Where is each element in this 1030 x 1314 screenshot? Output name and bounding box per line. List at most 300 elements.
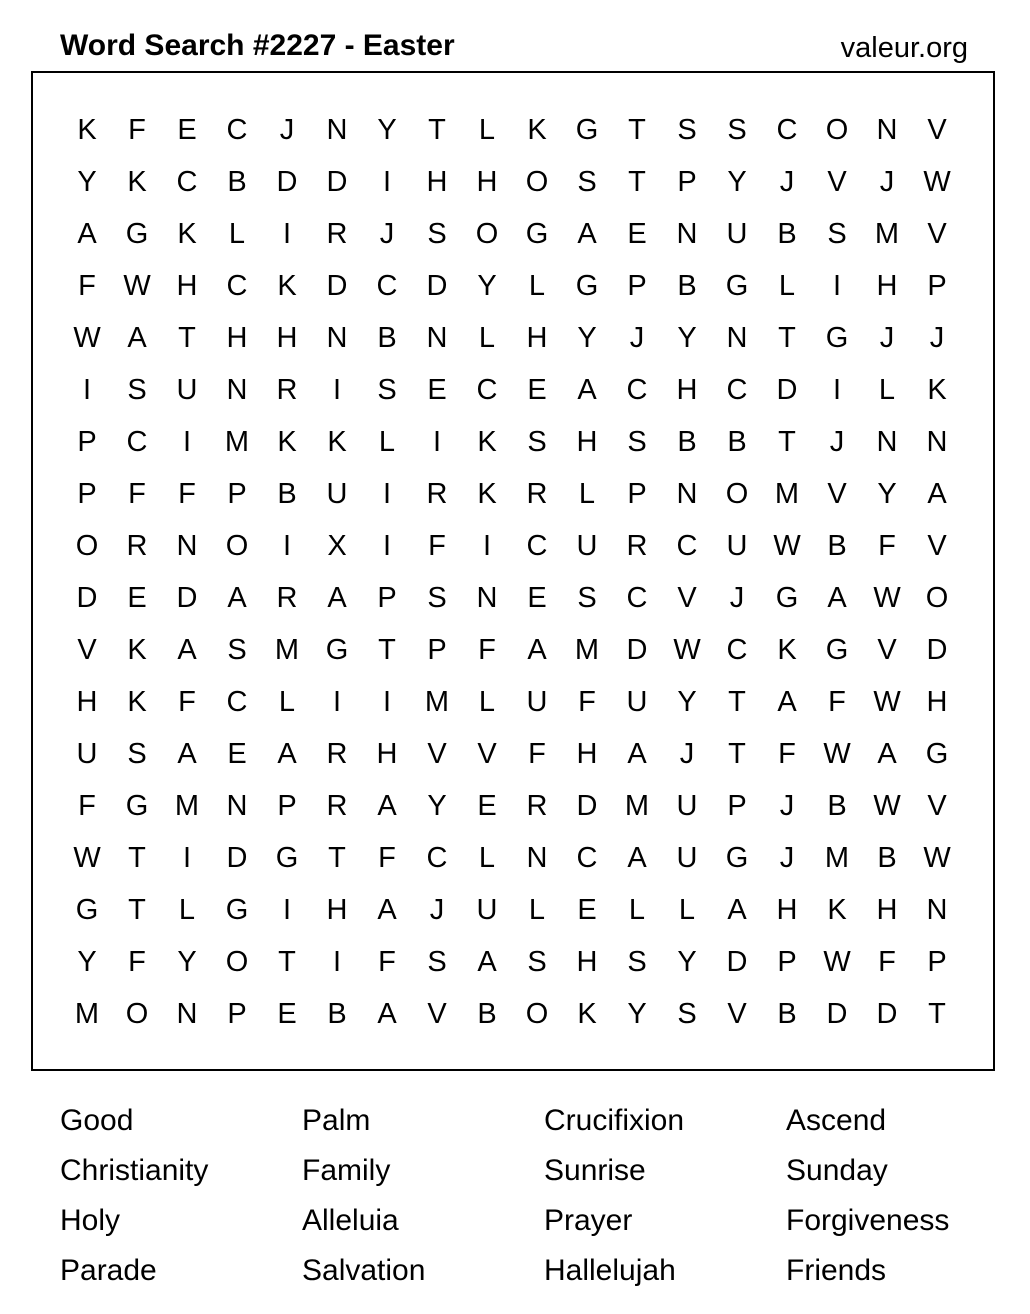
- grid-letter[interactable]: D: [176, 582, 198, 614]
- grid-letter[interactable]: U: [176, 374, 198, 406]
- grid-letter[interactable]: P: [77, 426, 97, 458]
- grid-letter[interactable]: N: [926, 894, 948, 926]
- grid-letter[interactable]: H: [776, 894, 798, 926]
- grid-letter[interactable]: V: [827, 478, 847, 510]
- grid-letter[interactable]: L: [578, 478, 596, 510]
- grid-letter[interactable]: I: [332, 946, 342, 978]
- grid-letter[interactable]: C: [626, 582, 648, 614]
- grid-letter[interactable]: Y: [677, 946, 697, 978]
- grid-letter[interactable]: V: [427, 738, 447, 770]
- grid-letter[interactable]: P: [427, 634, 447, 666]
- grid-letter[interactable]: H: [926, 686, 948, 718]
- grid-letter[interactable]: P: [227, 998, 247, 1030]
- grid-letter[interactable]: X: [327, 530, 347, 562]
- grid-letter[interactable]: M: [774, 478, 800, 510]
- grid-letter[interactable]: N: [526, 842, 548, 874]
- grid-letter[interactable]: C: [526, 530, 548, 562]
- grid-letter[interactable]: G: [125, 218, 149, 250]
- grid-letter[interactable]: O: [475, 218, 499, 250]
- grid-letter[interactable]: T: [728, 738, 746, 770]
- grid-letter[interactable]: F: [128, 946, 146, 978]
- grid-letter[interactable]: O: [725, 478, 749, 510]
- grid-letter[interactable]: I: [382, 478, 392, 510]
- grid-letter[interactable]: J: [779, 790, 795, 822]
- grid-letter[interactable]: W: [673, 634, 701, 666]
- grid-letter[interactable]: G: [225, 894, 249, 926]
- grid-letter[interactable]: T: [428, 114, 446, 146]
- grid-letter[interactable]: W: [873, 686, 901, 718]
- grid-letter[interactable]: K: [477, 478, 497, 510]
- grid-letter[interactable]: J: [679, 738, 695, 770]
- grid-letter[interactable]: F: [128, 478, 146, 510]
- grid-letter[interactable]: O: [125, 998, 149, 1030]
- grid-letter[interactable]: F: [378, 946, 396, 978]
- grid-letter[interactable]: L: [478, 686, 496, 718]
- grid-letter[interactable]: W: [773, 530, 801, 562]
- grid-letter[interactable]: P: [927, 270, 947, 302]
- grid-letter[interactable]: K: [127, 686, 147, 718]
- grid-letter[interactable]: S: [427, 582, 447, 614]
- grid-letter[interactable]: A: [477, 946, 497, 978]
- grid-letter[interactable]: E: [127, 582, 147, 614]
- grid-letter[interactable]: H: [576, 946, 598, 978]
- grid-letter[interactable]: B: [677, 426, 697, 458]
- grid-letter[interactable]: I: [182, 842, 192, 874]
- grid-letter[interactable]: O: [925, 582, 949, 614]
- grid-letter[interactable]: E: [577, 894, 597, 926]
- grid-letter[interactable]: S: [577, 582, 597, 614]
- grid-letter[interactable]: J: [429, 894, 445, 926]
- grid-letter[interactable]: V: [877, 634, 897, 666]
- grid-letter[interactable]: K: [527, 114, 547, 146]
- grid-letter[interactable]: V: [677, 582, 697, 614]
- grid-letter[interactable]: B: [377, 322, 397, 354]
- grid-letter[interactable]: S: [527, 426, 547, 458]
- grid-letter[interactable]: Y: [77, 166, 97, 198]
- grid-letter[interactable]: T: [128, 894, 146, 926]
- grid-letter[interactable]: P: [627, 478, 647, 510]
- grid-letter[interactable]: O: [525, 166, 549, 198]
- grid-letter[interactable]: N: [326, 114, 348, 146]
- grid-letter[interactable]: R: [526, 478, 548, 510]
- grid-letter[interactable]: R: [326, 738, 348, 770]
- grid-letter[interactable]: W: [73, 322, 101, 354]
- grid-letter[interactable]: F: [378, 842, 396, 874]
- grid-letter[interactable]: L: [528, 894, 546, 926]
- grid-letter[interactable]: I: [332, 686, 342, 718]
- grid-letter[interactable]: S: [827, 218, 847, 250]
- grid-letter[interactable]: Y: [427, 790, 447, 822]
- grid-letter[interactable]: C: [426, 842, 448, 874]
- grid-letter[interactable]: G: [325, 634, 349, 666]
- grid-letter[interactable]: H: [376, 738, 398, 770]
- grid-letter[interactable]: K: [277, 270, 297, 302]
- grid-letter[interactable]: B: [327, 998, 347, 1030]
- grid-letter[interactable]: A: [527, 634, 547, 666]
- grid-letter[interactable]: G: [825, 634, 849, 666]
- grid-letter[interactable]: G: [575, 114, 599, 146]
- grid-letter[interactable]: H: [426, 166, 448, 198]
- grid-letter[interactable]: F: [878, 946, 896, 978]
- grid-letter[interactable]: S: [427, 946, 447, 978]
- grid-letter[interactable]: N: [226, 790, 248, 822]
- grid-letter[interactable]: F: [178, 478, 196, 510]
- grid-letter[interactable]: A: [777, 686, 797, 718]
- grid-letter[interactable]: G: [525, 218, 549, 250]
- grid-letter[interactable]: A: [877, 738, 897, 770]
- grid-letter[interactable]: S: [527, 946, 547, 978]
- grid-letter[interactable]: H: [526, 322, 548, 354]
- grid-letter[interactable]: E: [527, 374, 547, 406]
- grid-letter[interactable]: U: [76, 738, 98, 770]
- grid-letter[interactable]: P: [727, 790, 747, 822]
- grid-letter[interactable]: C: [226, 270, 248, 302]
- grid-letter[interactable]: F: [878, 530, 896, 562]
- grid-letter[interactable]: T: [128, 842, 146, 874]
- grid-letter[interactable]: C: [126, 426, 148, 458]
- grid-letter[interactable]: C: [776, 114, 798, 146]
- grid-letter[interactable]: F: [178, 686, 196, 718]
- grid-letter[interactable]: O: [225, 946, 249, 978]
- grid-letter[interactable]: Y: [677, 322, 697, 354]
- grid-letter[interactable]: Y: [77, 946, 97, 978]
- grid-letter[interactable]: K: [827, 894, 847, 926]
- grid-letter[interactable]: C: [726, 374, 748, 406]
- grid-letter[interactable]: I: [832, 374, 842, 406]
- grid-letter[interactable]: K: [477, 426, 497, 458]
- grid-letter[interactable]: U: [676, 842, 698, 874]
- grid-letter[interactable]: A: [127, 322, 147, 354]
- grid-letter[interactable]: Y: [677, 686, 697, 718]
- grid-letter[interactable]: D: [426, 270, 448, 302]
- grid-letter[interactable]: W: [73, 842, 101, 874]
- grid-letter[interactable]: N: [876, 114, 898, 146]
- grid-letter[interactable]: T: [928, 998, 946, 1030]
- grid-letter[interactable]: U: [626, 686, 648, 718]
- grid-letter[interactable]: P: [627, 270, 647, 302]
- grid-letter[interactable]: K: [127, 166, 147, 198]
- grid-letter[interactable]: B: [827, 530, 847, 562]
- grid-letter[interactable]: G: [725, 842, 749, 874]
- grid-letter[interactable]: W: [873, 582, 901, 614]
- grid-letter[interactable]: A: [577, 374, 597, 406]
- grid-letter[interactable]: I: [482, 530, 492, 562]
- grid-letter[interactable]: N: [176, 998, 198, 1030]
- grid-letter[interactable]: N: [926, 426, 948, 458]
- grid-letter[interactable]: A: [177, 738, 197, 770]
- grid-letter[interactable]: A: [827, 582, 847, 614]
- grid-letter[interactable]: C: [376, 270, 398, 302]
- grid-letter[interactable]: K: [577, 998, 597, 1030]
- grid-letter[interactable]: H: [476, 166, 498, 198]
- grid-letter[interactable]: N: [176, 530, 198, 562]
- grid-letter[interactable]: M: [224, 426, 250, 458]
- grid-letter[interactable]: F: [578, 686, 596, 718]
- grid-letter[interactable]: F: [478, 634, 496, 666]
- grid-letter[interactable]: H: [576, 426, 598, 458]
- grid-letter[interactable]: W: [923, 166, 951, 198]
- grid-letter[interactable]: I: [832, 270, 842, 302]
- grid-letter[interactable]: B: [277, 478, 297, 510]
- grid-letter[interactable]: U: [726, 530, 748, 562]
- grid-letter[interactable]: W: [823, 946, 851, 978]
- grid-letter[interactable]: A: [277, 738, 297, 770]
- grid-letter[interactable]: N: [876, 426, 898, 458]
- grid-letter[interactable]: V: [77, 634, 97, 666]
- grid-letter[interactable]: J: [879, 166, 895, 198]
- grid-letter[interactable]: I: [82, 374, 92, 406]
- grid-letter[interactable]: V: [927, 530, 947, 562]
- grid-letter[interactable]: P: [777, 946, 797, 978]
- grid-letter[interactable]: E: [227, 738, 247, 770]
- grid-letter[interactable]: C: [226, 686, 248, 718]
- grid-letter[interactable]: B: [827, 790, 847, 822]
- grid-letter[interactable]: J: [629, 322, 645, 354]
- grid-letter[interactable]: T: [728, 686, 746, 718]
- grid-letter[interactable]: D: [726, 946, 748, 978]
- grid-letter[interactable]: D: [626, 634, 648, 666]
- grid-letter[interactable]: B: [677, 270, 697, 302]
- grid-letter[interactable]: F: [78, 790, 96, 822]
- grid-letter[interactable]: L: [278, 686, 296, 718]
- grid-letter[interactable]: D: [876, 998, 898, 1030]
- grid-letter[interactable]: S: [627, 946, 647, 978]
- grid-letter[interactable]: Y: [177, 946, 197, 978]
- grid-letter[interactable]: B: [227, 166, 247, 198]
- grid-letter[interactable]: B: [777, 998, 797, 1030]
- grid-letter[interactable]: R: [326, 790, 348, 822]
- grid-letter[interactable]: W: [123, 270, 151, 302]
- grid-letter[interactable]: A: [327, 582, 347, 614]
- grid-letter[interactable]: J: [779, 166, 795, 198]
- grid-letter[interactable]: K: [277, 426, 297, 458]
- grid-letter[interactable]: F: [528, 738, 546, 770]
- grid-letter[interactable]: L: [528, 270, 546, 302]
- grid-letter[interactable]: J: [829, 426, 845, 458]
- grid-letter[interactable]: D: [926, 634, 948, 666]
- grid-letter[interactable]: S: [127, 374, 147, 406]
- grid-letter[interactable]: V: [927, 790, 947, 822]
- grid-letter[interactable]: S: [627, 426, 647, 458]
- grid-letter[interactable]: G: [825, 322, 849, 354]
- grid-letter[interactable]: H: [226, 322, 248, 354]
- grid-letter[interactable]: M: [174, 790, 200, 822]
- grid-letter[interactable]: W: [923, 842, 951, 874]
- grid-letter[interactable]: W: [873, 790, 901, 822]
- grid-letter[interactable]: W: [823, 738, 851, 770]
- grid-letter[interactable]: Y: [877, 478, 897, 510]
- grid-letter[interactable]: L: [478, 842, 496, 874]
- grid-letter[interactable]: H: [576, 738, 598, 770]
- grid-letter[interactable]: N: [726, 322, 748, 354]
- grid-letter[interactable]: G: [725, 270, 749, 302]
- grid-letter[interactable]: F: [778, 738, 796, 770]
- grid-letter[interactable]: G: [575, 270, 599, 302]
- grid-letter[interactable]: I: [382, 530, 392, 562]
- grid-letter[interactable]: L: [878, 374, 896, 406]
- grid-letter[interactable]: D: [776, 374, 798, 406]
- grid-letter[interactable]: V: [927, 218, 947, 250]
- grid-letter[interactable]: M: [274, 634, 300, 666]
- grid-letter[interactable]: S: [677, 998, 697, 1030]
- grid-letter[interactable]: B: [477, 998, 497, 1030]
- grid-letter[interactable]: I: [282, 894, 292, 926]
- grid-letter[interactable]: S: [677, 114, 697, 146]
- grid-letter[interactable]: S: [427, 218, 447, 250]
- grid-letter[interactable]: G: [275, 842, 299, 874]
- grid-letter[interactable]: A: [227, 582, 247, 614]
- grid-letter[interactable]: K: [77, 114, 97, 146]
- grid-letter[interactable]: T: [278, 946, 296, 978]
- grid-letter[interactable]: P: [277, 790, 297, 822]
- grid-letter[interactable]: M: [624, 790, 650, 822]
- grid-letter[interactable]: M: [824, 842, 850, 874]
- grid-letter[interactable]: F: [78, 270, 96, 302]
- grid-letter[interactable]: K: [127, 634, 147, 666]
- grid-letter[interactable]: A: [627, 842, 647, 874]
- grid-letter[interactable]: L: [228, 218, 246, 250]
- grid-letter[interactable]: V: [727, 998, 747, 1030]
- grid-letter[interactable]: L: [378, 426, 396, 458]
- grid-letter[interactable]: C: [726, 634, 748, 666]
- grid-letter[interactable]: J: [879, 322, 895, 354]
- grid-letter[interactable]: Y: [727, 166, 747, 198]
- grid-letter[interactable]: J: [779, 842, 795, 874]
- grid-letter[interactable]: B: [777, 218, 797, 250]
- grid-letter[interactable]: M: [424, 686, 450, 718]
- grid-letter[interactable]: V: [477, 738, 497, 770]
- grid-letter[interactable]: I: [432, 426, 442, 458]
- grid-letter[interactable]: A: [177, 634, 197, 666]
- grid-letter[interactable]: U: [326, 478, 348, 510]
- grid-letter[interactable]: R: [626, 530, 648, 562]
- grid-letter[interactable]: J: [729, 582, 745, 614]
- grid-letter[interactable]: A: [77, 218, 97, 250]
- grid-letter[interactable]: M: [574, 634, 600, 666]
- grid-letter[interactable]: M: [874, 218, 900, 250]
- grid-letter[interactable]: H: [276, 322, 298, 354]
- grid-letter[interactable]: I: [182, 426, 192, 458]
- grid-letter[interactable]: A: [727, 894, 747, 926]
- grid-letter[interactable]: T: [178, 322, 196, 354]
- grid-letter[interactable]: P: [77, 478, 97, 510]
- grid-letter[interactable]: L: [678, 894, 696, 926]
- grid-letter[interactable]: E: [527, 582, 547, 614]
- grid-letter[interactable]: U: [476, 894, 498, 926]
- grid-letter[interactable]: N: [676, 218, 698, 250]
- grid-letter[interactable]: A: [627, 738, 647, 770]
- grid-letter[interactable]: J: [379, 218, 395, 250]
- site-link[interactable]: valeur.org: [840, 32, 968, 64]
- grid-letter[interactable]: L: [628, 894, 646, 926]
- grid-letter[interactable]: Y: [477, 270, 497, 302]
- grid-letter[interactable]: I: [382, 166, 392, 198]
- grid-letter[interactable]: P: [677, 166, 697, 198]
- grid-letter[interactable]: C: [626, 374, 648, 406]
- grid-letter[interactable]: H: [876, 894, 898, 926]
- grid-letter[interactable]: S: [577, 166, 597, 198]
- grid-letter[interactable]: C: [576, 842, 598, 874]
- grid-letter[interactable]: N: [476, 582, 498, 614]
- grid-letter[interactable]: Y: [377, 114, 397, 146]
- grid-letter[interactable]: C: [676, 530, 698, 562]
- grid-letter[interactable]: D: [76, 582, 98, 614]
- grid-letter[interactable]: R: [426, 478, 448, 510]
- grid-letter[interactable]: C: [476, 374, 498, 406]
- grid-letter[interactable]: K: [927, 374, 947, 406]
- grid-letter[interactable]: O: [75, 530, 99, 562]
- grid-letter[interactable]: P: [227, 478, 247, 510]
- grid-letter[interactable]: F: [428, 530, 446, 562]
- grid-letter[interactable]: F: [128, 114, 146, 146]
- grid-letter[interactable]: E: [627, 218, 647, 250]
- grid-letter[interactable]: D: [276, 166, 298, 198]
- grid-letter[interactable]: R: [526, 790, 548, 822]
- grid-letter[interactable]: L: [478, 322, 496, 354]
- grid-letter[interactable]: Y: [577, 322, 597, 354]
- grid-letter[interactable]: S: [377, 374, 397, 406]
- grid-letter[interactable]: S: [227, 634, 247, 666]
- grid-letter[interactable]: I: [332, 374, 342, 406]
- grid-letter[interactable]: O: [525, 998, 549, 1030]
- grid-letter[interactable]: G: [75, 894, 99, 926]
- grid-letter[interactable]: T: [328, 842, 346, 874]
- grid-letter[interactable]: A: [927, 478, 947, 510]
- grid-letter[interactable]: K: [777, 634, 797, 666]
- grid-letter[interactable]: V: [927, 114, 947, 146]
- grid-letter[interactable]: N: [326, 322, 348, 354]
- grid-letter[interactable]: R: [326, 218, 348, 250]
- grid-letter[interactable]: R: [126, 530, 148, 562]
- grid-letter[interactable]: A: [377, 998, 397, 1030]
- grid-letter[interactable]: D: [576, 790, 598, 822]
- grid-letter[interactable]: M: [74, 998, 100, 1030]
- grid-letter[interactable]: C: [176, 166, 198, 198]
- grid-letter[interactable]: V: [427, 998, 447, 1030]
- grid-letter[interactable]: J: [929, 322, 945, 354]
- grid-letter[interactable]: H: [176, 270, 198, 302]
- grid-letter[interactable]: T: [778, 322, 796, 354]
- grid-letter[interactable]: I: [282, 530, 292, 562]
- grid-letter[interactable]: D: [326, 270, 348, 302]
- grid-letter[interactable]: T: [628, 166, 646, 198]
- grid-letter[interactable]: I: [282, 218, 292, 250]
- grid-letter[interactable]: J: [279, 114, 295, 146]
- grid-letter[interactable]: O: [825, 114, 849, 146]
- grid-letter[interactable]: G: [775, 582, 799, 614]
- grid-letter[interactable]: H: [76, 686, 98, 718]
- grid-letter[interactable]: R: [276, 374, 298, 406]
- grid-letter[interactable]: D: [326, 166, 348, 198]
- grid-letter[interactable]: H: [326, 894, 348, 926]
- grid-letter[interactable]: U: [676, 790, 698, 822]
- grid-letter[interactable]: S: [727, 114, 747, 146]
- grid-letter[interactable]: A: [377, 790, 397, 822]
- grid-letter[interactable]: U: [576, 530, 598, 562]
- grid-letter[interactable]: A: [377, 894, 397, 926]
- grid-letter[interactable]: N: [676, 478, 698, 510]
- grid-letter[interactable]: L: [178, 894, 196, 926]
- grid-letter[interactable]: B: [727, 426, 747, 458]
- grid-letter[interactable]: D: [826, 998, 848, 1030]
- grid-letter[interactable]: N: [226, 374, 248, 406]
- grid-letter[interactable]: L: [478, 114, 496, 146]
- grid-letter[interactable]: H: [676, 374, 698, 406]
- grid-letter[interactable]: D: [226, 842, 248, 874]
- grid-letter[interactable]: I: [382, 686, 392, 718]
- grid-letter[interactable]: Y: [627, 998, 647, 1030]
- grid-letter[interactable]: G: [925, 738, 949, 770]
